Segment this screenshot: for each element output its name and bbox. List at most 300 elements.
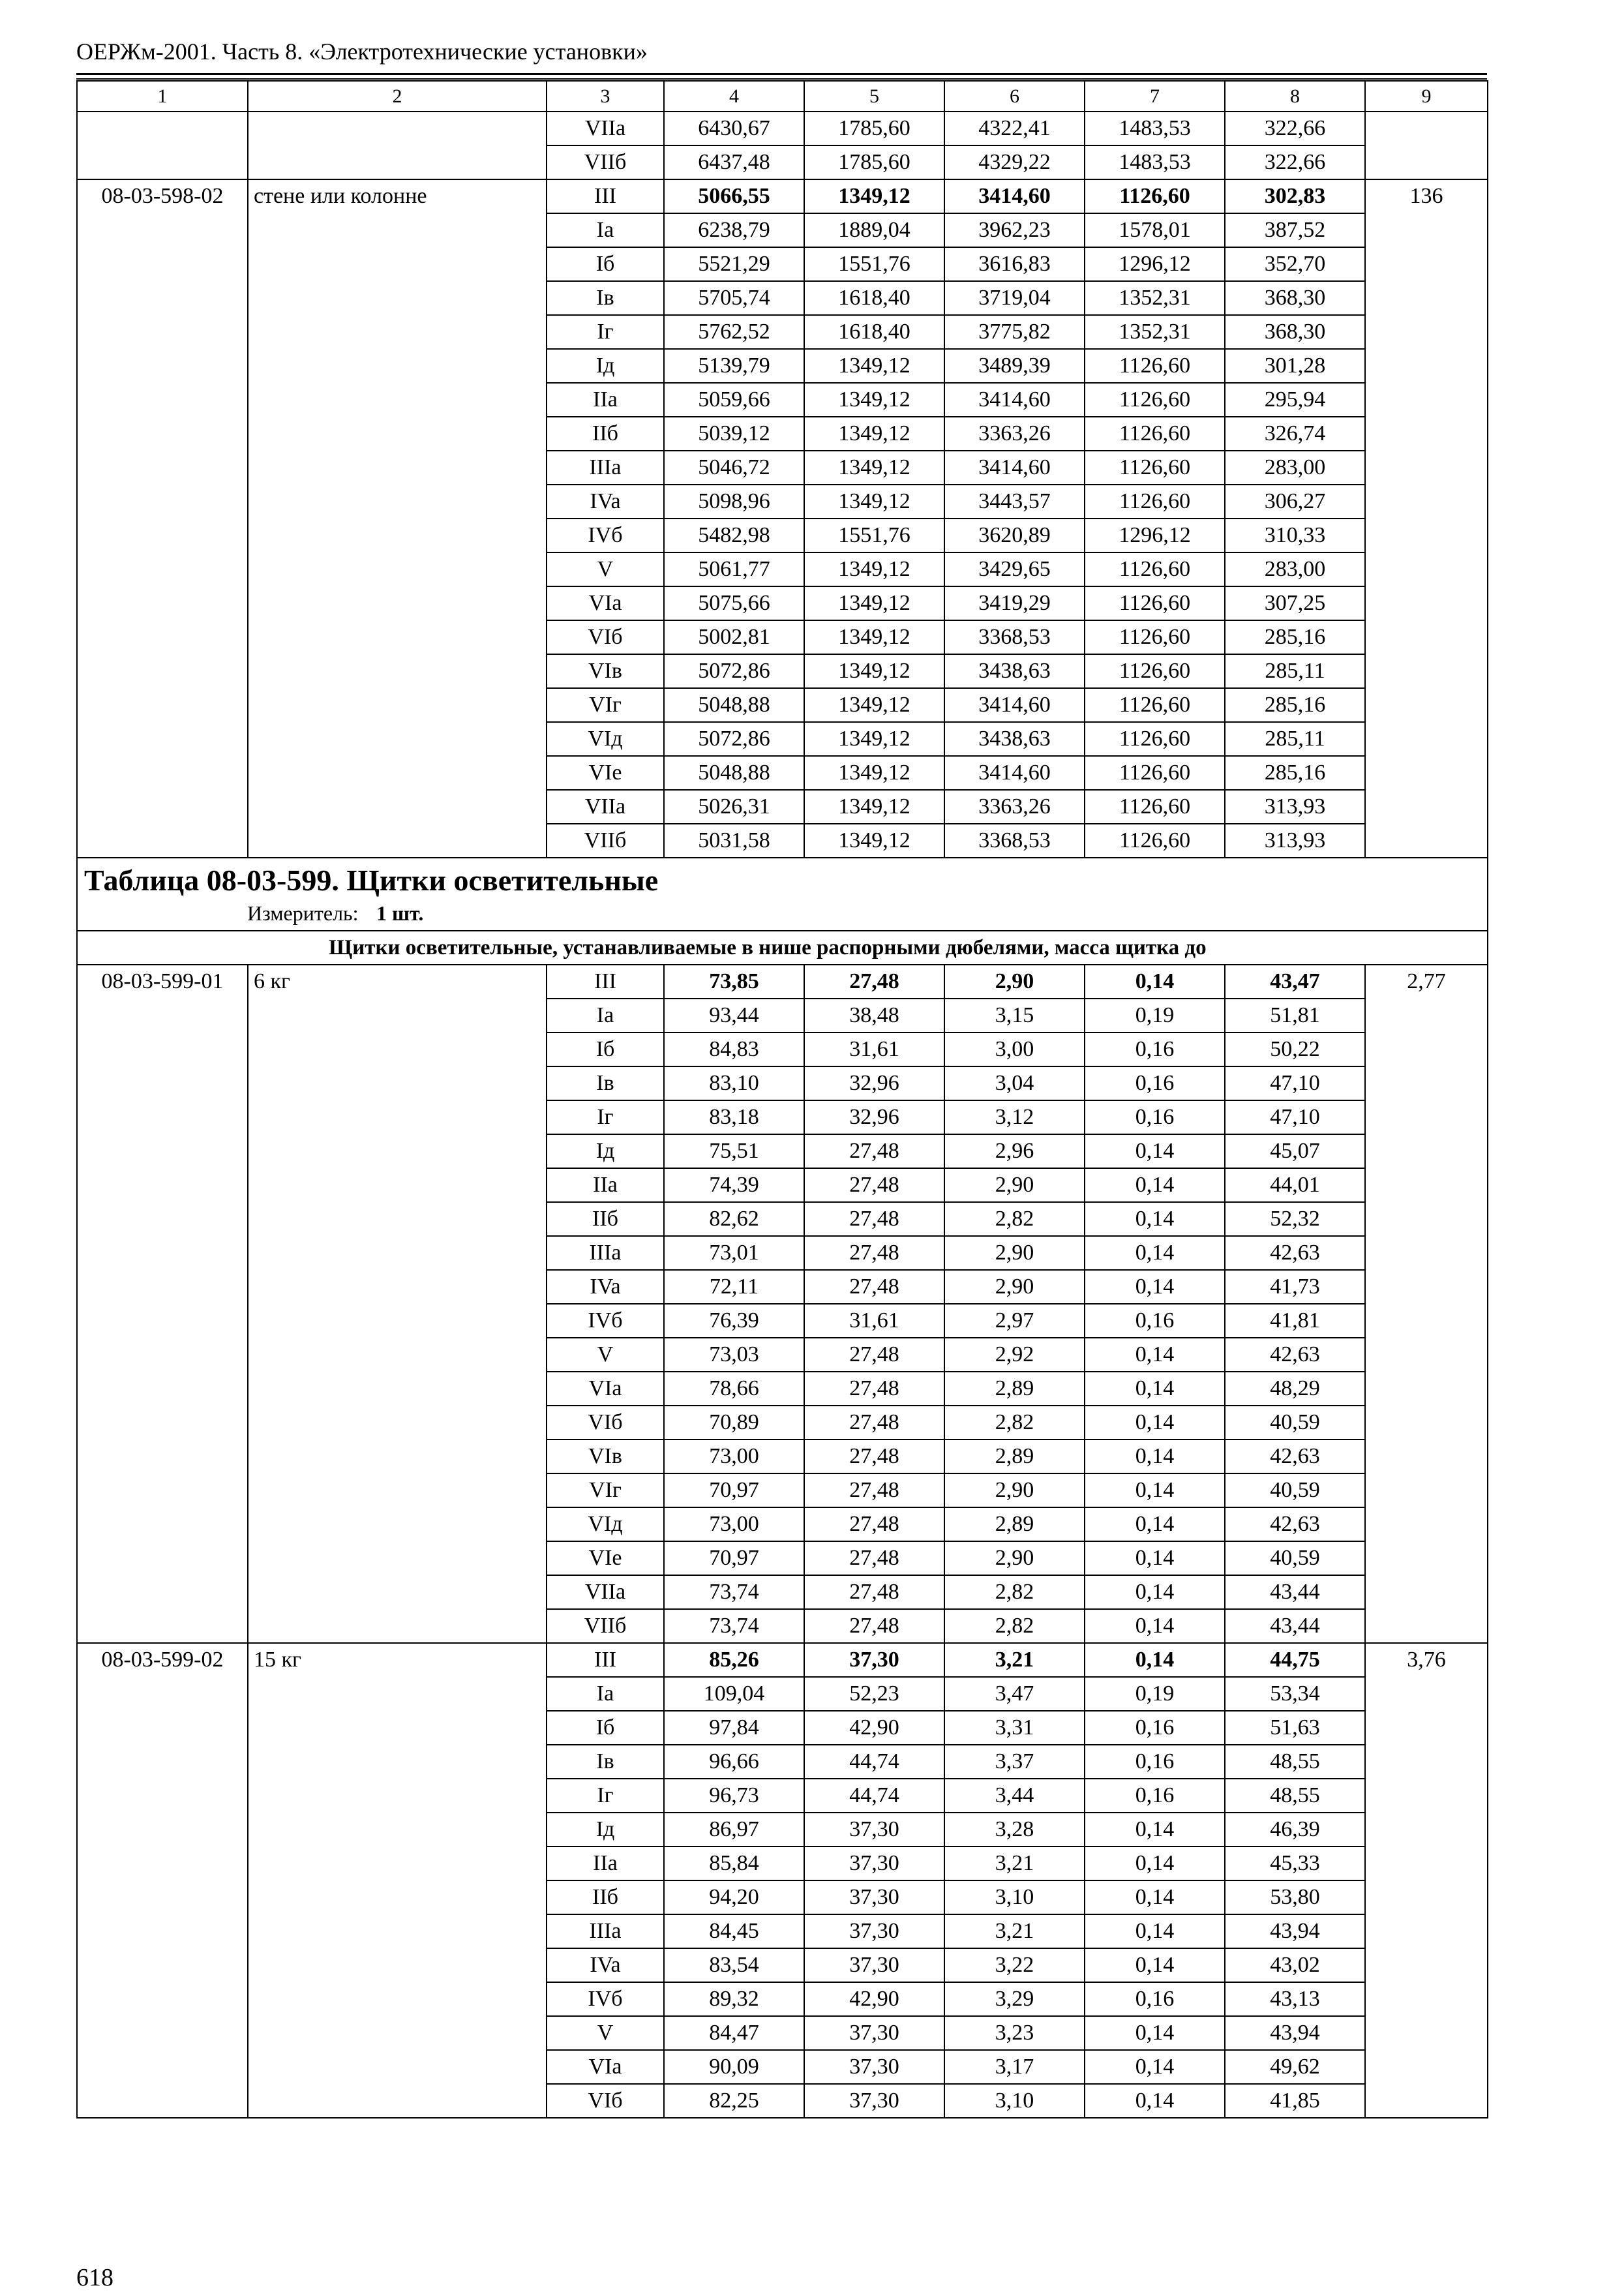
- value-cell: 42,63: [1225, 1236, 1365, 1270]
- zone-cell: Ia: [547, 999, 664, 1033]
- value-cell: 1483,53: [1085, 145, 1225, 179]
- zone-cell: IIб: [547, 417, 664, 451]
- value-cell: 38,48: [804, 999, 944, 1033]
- value-cell: 0,14: [1085, 1643, 1225, 1677]
- value-cell: 84,47: [664, 2016, 804, 2050]
- zone-cell: IIa: [547, 1168, 664, 1202]
- value-cell: 76,39: [664, 1304, 804, 1338]
- value-cell: 1126,60: [1085, 756, 1225, 790]
- zone-cell: VIIб: [547, 824, 664, 858]
- value-cell: 6238,79: [664, 213, 804, 247]
- page-number: 618: [76, 2264, 113, 2291]
- value-cell: 1349,12: [804, 722, 944, 756]
- value-cell: 0,19: [1085, 999, 1225, 1033]
- value-cell: 0,14: [1085, 1880, 1225, 1914]
- value-cell: 302,83: [1225, 179, 1365, 213]
- value-cell: 4322,41: [944, 112, 1085, 145]
- value-cell: 83,10: [664, 1066, 804, 1100]
- zone-cell: VIд: [547, 1507, 664, 1541]
- value-cell: 1126,60: [1085, 824, 1225, 858]
- value-cell: 72,11: [664, 1270, 804, 1304]
- value-cell: 3620,89: [944, 519, 1085, 552]
- value-cell: 295,94: [1225, 383, 1365, 417]
- value-cell: 1126,60: [1085, 552, 1225, 586]
- value-cell: 70,97: [664, 1473, 804, 1507]
- zone-cell: Iг: [547, 1779, 664, 1813]
- zone-cell: VIIa: [547, 790, 664, 824]
- value-cell: 1785,60: [804, 112, 944, 145]
- value-cell: 1889,04: [804, 213, 944, 247]
- value-cell: 1126,60: [1085, 485, 1225, 519]
- value-cell: 84,83: [664, 1033, 804, 1066]
- value-cell: 42,90: [804, 1982, 944, 2016]
- zone-cell: IIб: [547, 1880, 664, 1914]
- value-cell: 37,30: [804, 1880, 944, 1914]
- value-cell: 283,00: [1225, 552, 1365, 586]
- zone-cell: VIб: [547, 620, 664, 654]
- value-cell: 48,55: [1225, 1745, 1365, 1779]
- value-cell: 73,00: [664, 1440, 804, 1473]
- value-cell: 83,54: [664, 1948, 804, 1982]
- value-cell: 52,23: [804, 1677, 944, 1711]
- value-cell: 5521,29: [664, 247, 804, 281]
- value-cell: 5075,66: [664, 586, 804, 620]
- value-cell: 5026,31: [664, 790, 804, 824]
- value-cell: 5046,72: [664, 451, 804, 485]
- value-cell: 3719,04: [944, 281, 1085, 315]
- value-cell: 1126,60: [1085, 383, 1225, 417]
- value-cell: 3,28: [944, 1813, 1085, 1847]
- value-cell: 3414,60: [944, 451, 1085, 485]
- zone-cell: Iг: [547, 315, 664, 349]
- value-cell: 0,14: [1085, 1134, 1225, 1168]
- zone-cell: Iв: [547, 1745, 664, 1779]
- value-cell: 1483,53: [1085, 112, 1225, 145]
- value-cell: 313,93: [1225, 824, 1365, 858]
- value-cell: 41,85: [1225, 2084, 1365, 2118]
- value-cell: 2,89: [944, 1372, 1085, 1406]
- value-cell: 96,73: [664, 1779, 804, 1813]
- value-cell: 86,97: [664, 1813, 804, 1847]
- column-number-row: [77, 81, 1488, 112]
- value-cell: 0,14: [1085, 1948, 1225, 1982]
- value-cell: 3438,63: [944, 722, 1085, 756]
- measure-line: [84, 899, 1481, 930]
- value-cell: 43,13: [1225, 1982, 1365, 2016]
- value-cell: 0,14: [1085, 1813, 1225, 1847]
- value-cell: 1126,60: [1085, 586, 1225, 620]
- value-cell: 387,52: [1225, 213, 1365, 247]
- column-9-value: 2,77: [1365, 965, 1488, 1643]
- zone-cell: VIIб: [547, 1609, 664, 1643]
- value-cell: 0,14: [1085, 1338, 1225, 1372]
- value-cell: 1349,12: [804, 451, 944, 485]
- value-cell: 2,97: [944, 1304, 1085, 1338]
- value-cell: 3443,57: [944, 485, 1085, 519]
- value-cell: 1126,60: [1085, 179, 1225, 213]
- zone-cell: IIa: [547, 1847, 664, 1880]
- value-cell: 3,12: [944, 1100, 1085, 1134]
- zone-cell: Ia: [547, 213, 664, 247]
- value-cell: 0,16: [1085, 1745, 1225, 1779]
- value-cell: 5098,96: [664, 485, 804, 519]
- value-cell: 73,74: [664, 1575, 804, 1609]
- value-cell: 31,61: [804, 1033, 944, 1066]
- value-cell: 1126,60: [1085, 722, 1225, 756]
- column-9-value: 136: [1365, 179, 1488, 858]
- zone-cell: VIIa: [547, 1575, 664, 1609]
- value-cell: 2,90: [944, 965, 1085, 999]
- value-cell: 109,04: [664, 1677, 804, 1711]
- value-cell: 1349,12: [804, 824, 944, 858]
- column-number: 6: [944, 81, 1085, 112]
- value-cell: 83,18: [664, 1100, 804, 1134]
- value-cell: 5066,55: [664, 179, 804, 213]
- value-cell: 0,14: [1085, 965, 1225, 999]
- value-cell: 27,48: [804, 1541, 944, 1575]
- value-cell: 1349,12: [804, 383, 944, 417]
- value-cell: 44,01: [1225, 1168, 1365, 1202]
- table-title-row: [77, 858, 1488, 931]
- measure-value: 1 шт.: [376, 901, 424, 925]
- value-cell: 3,21: [944, 1914, 1085, 1948]
- value-cell: 1349,12: [804, 620, 944, 654]
- value-cell: 3,15: [944, 999, 1085, 1033]
- column-number: 1: [77, 81, 248, 112]
- column-number: 3: [547, 81, 664, 112]
- rate-name: 6 кг: [248, 965, 547, 1643]
- value-cell: 3,04: [944, 1066, 1085, 1100]
- value-cell: 82,25: [664, 2084, 804, 2118]
- header-rule-thin: [76, 78, 1487, 80]
- value-cell: 310,33: [1225, 519, 1365, 552]
- value-cell: 2,96: [944, 1134, 1085, 1168]
- value-cell: 5139,79: [664, 349, 804, 383]
- value-cell: 2,90: [944, 1473, 1085, 1507]
- value-cell: 2,82: [944, 1575, 1085, 1609]
- value-cell: 1785,60: [804, 145, 944, 179]
- value-cell: 6437,48: [664, 145, 804, 179]
- value-cell: 1126,60: [1085, 620, 1225, 654]
- zone-cell: IVб: [547, 1982, 664, 2016]
- value-cell: 37,30: [804, 1643, 944, 1677]
- zone-cell: Iб: [547, 1033, 664, 1066]
- value-cell: 0,16: [1085, 1982, 1225, 2016]
- value-cell: 1618,40: [804, 281, 944, 315]
- value-cell: 0,14: [1085, 1406, 1225, 1440]
- value-cell: 51,63: [1225, 1711, 1365, 1745]
- value-cell: 73,03: [664, 1338, 804, 1372]
- table-row: [77, 179, 1488, 213]
- zone-cell: VIe: [547, 1541, 664, 1575]
- value-cell: 27,48: [804, 1406, 944, 1440]
- zone-cell: Iб: [547, 247, 664, 281]
- column-number: 9: [1365, 81, 1488, 112]
- value-cell: 1126,60: [1085, 417, 1225, 451]
- column-9-value: [1365, 112, 1488, 179]
- value-cell: 1126,60: [1085, 688, 1225, 722]
- subheading-row: [77, 931, 1488, 965]
- value-cell: 3368,53: [944, 620, 1085, 654]
- value-cell: 1296,12: [1085, 247, 1225, 281]
- value-cell: 37,30: [804, 2050, 944, 2084]
- zone-cell: VIa: [547, 586, 664, 620]
- value-cell: 3429,65: [944, 552, 1085, 586]
- value-cell: 2,90: [944, 1270, 1085, 1304]
- value-cell: 1296,12: [1085, 519, 1225, 552]
- zone-cell: VIa: [547, 1372, 664, 1406]
- value-cell: 44,74: [804, 1745, 944, 1779]
- value-cell: 52,32: [1225, 1202, 1365, 1236]
- value-cell: 46,39: [1225, 1813, 1365, 1847]
- value-cell: 3,47: [944, 1677, 1085, 1711]
- rate-code: 08-03-599-01: [77, 965, 248, 1643]
- value-cell: 368,30: [1225, 315, 1365, 349]
- value-cell: 1349,12: [804, 756, 944, 790]
- value-cell: 48,55: [1225, 1779, 1365, 1813]
- value-cell: 3,10: [944, 2084, 1085, 2118]
- value-cell: 41,73: [1225, 1270, 1365, 1304]
- value-cell: 0,16: [1085, 1711, 1225, 1745]
- value-cell: 37,30: [804, 1914, 944, 1948]
- value-cell: 0,14: [1085, 1609, 1225, 1643]
- value-cell: 0,16: [1085, 1779, 1225, 1813]
- value-cell: 70,89: [664, 1406, 804, 1440]
- zone-cell: VIIa: [547, 112, 664, 145]
- value-cell: 27,48: [804, 965, 944, 999]
- value-cell: 32,96: [804, 1066, 944, 1100]
- value-cell: 37,30: [804, 1813, 944, 1847]
- value-cell: 73,74: [664, 1609, 804, 1643]
- zone-cell: V: [547, 2016, 664, 2050]
- value-cell: 90,09: [664, 2050, 804, 2084]
- value-cell: 3,22: [944, 1948, 1085, 1982]
- value-cell: 43,47: [1225, 965, 1365, 999]
- value-cell: 43,94: [1225, 1914, 1365, 1948]
- value-cell: 70,97: [664, 1541, 804, 1575]
- value-cell: 73,00: [664, 1507, 804, 1541]
- value-cell: 3489,39: [944, 349, 1085, 383]
- value-cell: 2,82: [944, 1406, 1085, 1440]
- zone-cell: Ia: [547, 1677, 664, 1711]
- zone-cell: Iб: [547, 1711, 664, 1745]
- value-cell: 0,14: [1085, 1507, 1225, 1541]
- value-cell: 51,81: [1225, 999, 1365, 1033]
- value-cell: 1126,60: [1085, 654, 1225, 688]
- value-cell: 6430,67: [664, 112, 804, 145]
- value-cell: 2,82: [944, 1609, 1085, 1643]
- value-cell: 3,23: [944, 2016, 1085, 2050]
- value-cell: 3,21: [944, 1847, 1085, 1880]
- table-row: [77, 1643, 1488, 1677]
- value-cell: 1349,12: [804, 654, 944, 688]
- value-cell: 0,16: [1085, 1100, 1225, 1134]
- value-cell: 322,66: [1225, 112, 1365, 145]
- value-cell: 43,94: [1225, 2016, 1365, 2050]
- value-cell: 42,90: [804, 1711, 944, 1745]
- value-cell: 53,80: [1225, 1880, 1365, 1914]
- rate-name: стене или колонне: [248, 179, 547, 858]
- zone-cell: III: [547, 965, 664, 999]
- value-cell: 2,90: [944, 1236, 1085, 1270]
- value-cell: 3,00: [944, 1033, 1085, 1066]
- value-cell: 3,21: [944, 1643, 1085, 1677]
- value-cell: 44,75: [1225, 1643, 1365, 1677]
- value-cell: 27,48: [804, 1372, 944, 1406]
- document-header-title: ОЕРЖм-2001. Часть 8. «Электротехнические установки»: [76, 38, 648, 65]
- value-cell: 42,63: [1225, 1440, 1365, 1473]
- value-cell: 5048,88: [664, 756, 804, 790]
- value-cell: 4329,22: [944, 145, 1085, 179]
- value-cell: 43,44: [1225, 1575, 1365, 1609]
- zone-cell: Iв: [547, 281, 664, 315]
- value-cell: 94,20: [664, 1880, 804, 1914]
- value-cell: 85,26: [664, 1643, 804, 1677]
- value-cell: 1618,40: [804, 315, 944, 349]
- value-cell: 5072,86: [664, 722, 804, 756]
- zone-cell: IIIa: [547, 1914, 664, 1948]
- value-cell: 27,48: [804, 1270, 944, 1304]
- table-row: [77, 112, 1488, 145]
- zone-cell: VIe: [547, 756, 664, 790]
- value-cell: 3,31: [944, 1711, 1085, 1745]
- value-cell: 78,66: [664, 1372, 804, 1406]
- value-cell: 0,14: [1085, 1914, 1225, 1948]
- zone-cell: IVa: [547, 1948, 664, 1982]
- value-cell: 0,14: [1085, 1440, 1225, 1473]
- rate-name: [248, 112, 547, 179]
- zone-cell: IIб: [547, 1202, 664, 1236]
- value-cell: 2,92: [944, 1338, 1085, 1372]
- value-cell: 73,01: [664, 1236, 804, 1270]
- value-cell: 43,44: [1225, 1609, 1365, 1643]
- value-cell: 1126,60: [1085, 349, 1225, 383]
- value-cell: 45,33: [1225, 1847, 1365, 1880]
- value-cell: 5002,81: [664, 620, 804, 654]
- value-cell: 0,14: [1085, 1575, 1225, 1609]
- rate-code: 08-03-598-02: [77, 179, 248, 858]
- zone-cell: III: [547, 1643, 664, 1677]
- zone-cell: V: [547, 552, 664, 586]
- zone-cell: IVa: [547, 485, 664, 519]
- value-cell: 0,14: [1085, 1847, 1225, 1880]
- value-cell: 0,14: [1085, 2016, 1225, 2050]
- value-cell: 5061,77: [664, 552, 804, 586]
- value-cell: 3414,60: [944, 756, 1085, 790]
- rates-table: [76, 80, 1488, 2119]
- zone-cell: VIг: [547, 688, 664, 722]
- value-cell: 3,44: [944, 1779, 1085, 1813]
- value-cell: 3414,60: [944, 383, 1085, 417]
- value-cell: 27,48: [804, 1236, 944, 1270]
- value-cell: 5762,52: [664, 315, 804, 349]
- value-cell: 5031,58: [664, 824, 804, 858]
- zone-cell: V: [547, 1338, 664, 1372]
- value-cell: 82,62: [664, 1202, 804, 1236]
- zone-cell: IIIa: [547, 451, 664, 485]
- value-cell: 37,30: [804, 1847, 944, 1880]
- zone-cell: VIд: [547, 722, 664, 756]
- value-cell: 5072,86: [664, 654, 804, 688]
- zone-cell: IVб: [547, 1304, 664, 1338]
- zone-cell: VIIб: [547, 145, 664, 179]
- value-cell: 313,93: [1225, 790, 1365, 824]
- table-subheading: Щитки осветительные, устанавливаемые в нише распорными дюбелями, масса щитка до: [77, 931, 1488, 965]
- value-cell: 352,70: [1225, 247, 1365, 281]
- value-cell: 3,17: [944, 2050, 1085, 2084]
- value-cell: 40,59: [1225, 1473, 1365, 1507]
- value-cell: 0,14: [1085, 1270, 1225, 1304]
- value-cell: 1349,12: [804, 688, 944, 722]
- value-cell: 301,28: [1225, 349, 1365, 383]
- zone-cell: VIг: [547, 1473, 664, 1507]
- value-cell: 307,25: [1225, 586, 1365, 620]
- value-cell: 3616,83: [944, 247, 1085, 281]
- value-cell: 31,61: [804, 1304, 944, 1338]
- zone-cell: Iд: [547, 1813, 664, 1847]
- value-cell: 3438,63: [944, 654, 1085, 688]
- value-cell: 40,59: [1225, 1406, 1365, 1440]
- value-cell: 0,14: [1085, 1541, 1225, 1575]
- value-cell: 27,48: [804, 1507, 944, 1541]
- value-cell: 73,85: [664, 965, 804, 999]
- value-cell: 322,66: [1225, 145, 1365, 179]
- value-cell: 0,14: [1085, 1473, 1225, 1507]
- measure-label: Измеритель:: [247, 901, 359, 925]
- rate-name: 15 кг: [248, 1643, 547, 2118]
- value-cell: 0,14: [1085, 1372, 1225, 1406]
- value-cell: 1349,12: [804, 586, 944, 620]
- value-cell: 0,16: [1085, 1066, 1225, 1100]
- value-cell: 37,30: [804, 2016, 944, 2050]
- value-cell: 3962,23: [944, 213, 1085, 247]
- zone-cell: Iд: [547, 1134, 664, 1168]
- value-cell: 1126,60: [1085, 451, 1225, 485]
- value-cell: 37,30: [804, 1948, 944, 1982]
- value-cell: 40,59: [1225, 1541, 1365, 1575]
- table-title-cell: [77, 858, 1488, 931]
- value-cell: 1349,12: [804, 417, 944, 451]
- value-cell: 41,81: [1225, 1304, 1365, 1338]
- value-cell: 27,48: [804, 1338, 944, 1372]
- column-number: 4: [664, 81, 804, 112]
- value-cell: 27,48: [804, 1202, 944, 1236]
- zone-cell: III: [547, 179, 664, 213]
- value-cell: 2,89: [944, 1440, 1085, 1473]
- value-cell: 2,82: [944, 1202, 1085, 1236]
- rate-code: 08-03-599-02: [77, 1643, 248, 2118]
- zone-cell: IIa: [547, 383, 664, 417]
- zone-cell: VIб: [547, 2084, 664, 2118]
- value-cell: 285,16: [1225, 688, 1365, 722]
- value-cell: 0,16: [1085, 1304, 1225, 1338]
- value-cell: 27,48: [804, 1440, 944, 1473]
- column-number: 5: [804, 81, 944, 112]
- column-number: 2: [248, 81, 547, 112]
- value-cell: 27,48: [804, 1168, 944, 1202]
- value-cell: 1551,76: [804, 519, 944, 552]
- value-cell: 47,10: [1225, 1066, 1365, 1100]
- value-cell: 85,84: [664, 1847, 804, 1880]
- value-cell: 42,63: [1225, 1338, 1365, 1372]
- value-cell: 5482,98: [664, 519, 804, 552]
- value-cell: 27,48: [804, 1134, 944, 1168]
- zone-cell: Iв: [547, 1066, 664, 1100]
- zone-cell: VIб: [547, 1406, 664, 1440]
- value-cell: 3,10: [944, 1880, 1085, 1914]
- value-cell: 5039,12: [664, 417, 804, 451]
- value-cell: 3368,53: [944, 824, 1085, 858]
